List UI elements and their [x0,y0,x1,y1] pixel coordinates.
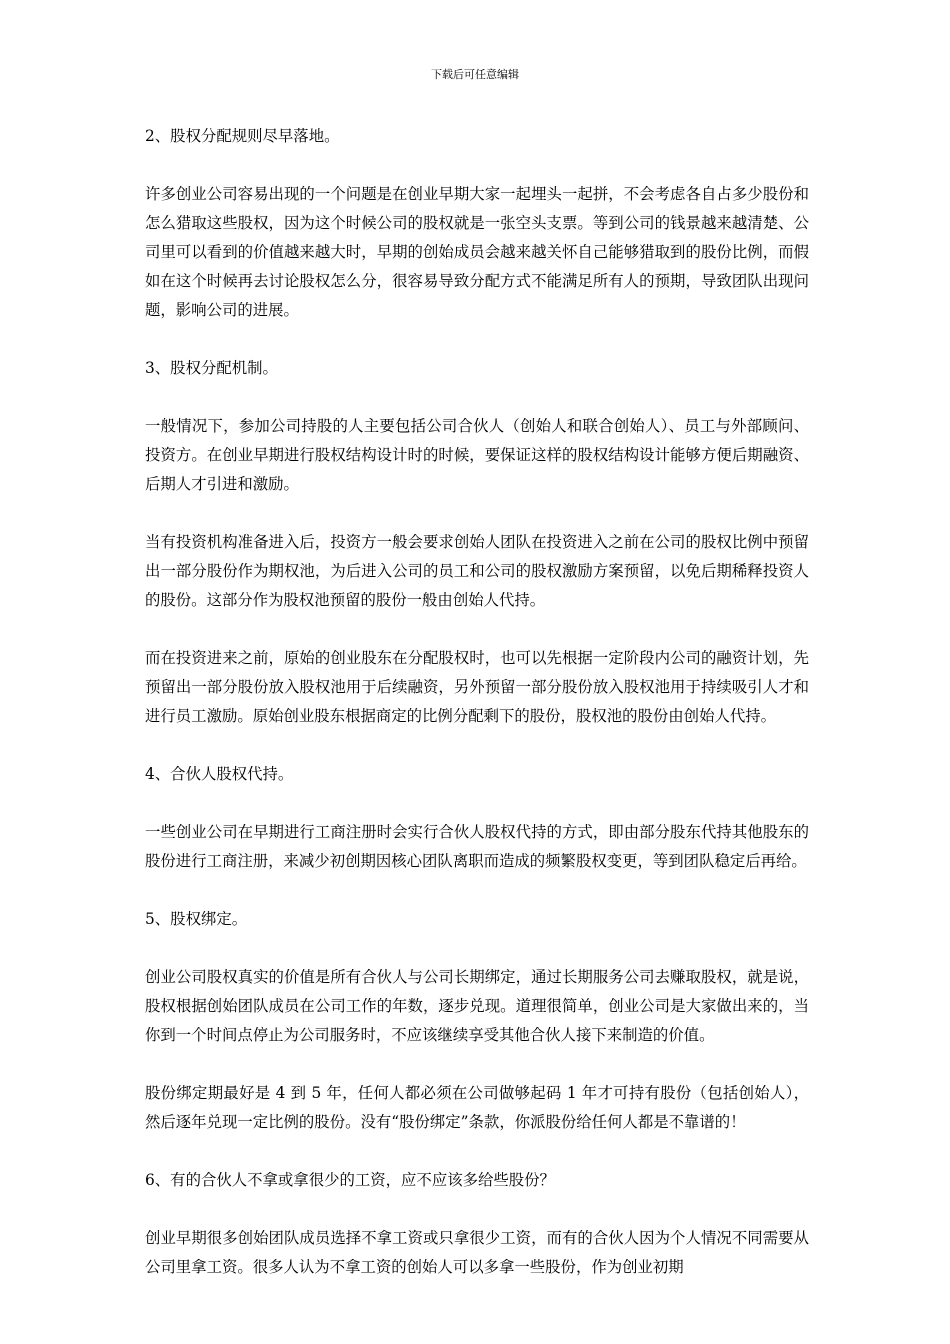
section-heading-3: 3、股权分配机制。 [145,359,278,377]
section-heading-5: 5、股权绑定。 [145,910,248,928]
section-heading-2: 2、股权分配规则尽早落地。 [145,127,340,145]
section-heading-6: 6、有的合伙人不拿或拿很少的工资，应不应该多给些股份？ [145,1171,555,1189]
paragraph: 而在投资进来之前，原始的创业股东在分配股权时，也可以先根据一定阶段内公司的融资计划，先预留出一部分股份放入股权池用于后续融资，另外预留一部分股份放入股权池用于持续吸引人才和进行员工激励。原始创业股东根据商定的比例分配剩下的股份，股权池的股份由创始人代持。 [145,649,809,725]
paragraph: 创业公司股权真实的价值是所有合伙人与公司长期绑定，通过长期服务公司去赚取股权，就是说，股权根据创始团队成员在公司工作的年数，逐步兑现。道理很简单，创业公司是大家做出来的，当你到一个时间点停止为公司服务时，不应该继续享受其他合伙人接下来制造的价值。 [145,968,809,1044]
paragraph: 一些创业公司在早期进行工商注册时会实行合伙人股权代持的方式，即由部分股东代持其他股东的股份进行工商注册，来减少初创期因核心团队离职而造成的频繁股权变更，等到团队稳定后再给。 [145,823,809,870]
paragraph: 一般情况下，参加公司持股的人主要包括公司合伙人（创始人和联合创始人）、员工与外部顾问、投资方。在创业早期进行股权结构设计时的时候，要保证这样的股权结构设计能够方便后期融资、后期人才引进和激励。 [145,417,809,493]
paragraph: 股份绑定期最好是 4 到 5 年，任何人都必须在公司做够起码 1 年才可持有股份（包括创始人），然后逐年兑现一定比例的股份。没有“股份绑定”条款，你派股份给任何人都是不靠谱的！ [145,1084,809,1131]
paragraph: 创业早期很多创始团队成员选择不拿工资或只拿很少工资，而有的合伙人因为个人情况不同需要从公司里拿工资。很多人认为不拿工资的创始人可以多拿一些股份，作为创业初期 [145,1229,809,1276]
paragraph: 许多创业公司容易出现的一个问题是在创业早期大家一起埋头一起拼，不会考虑各自占多少股份和怎么猎取这些股权，因为这个时候公司的股权就是一张空头支票。等到公司的钱景越来越清楚、公司里可以看到的价值越来越大时，早期的创始成员会越来越关怀自己能够猎取到的股份比例，而假如在这个时候再去讨论股权怎么分，很容易导致分配方式不能满足所有人的预期，导致团队出现问题，影响公司的进展。 [145,185,809,319]
page-header: 下载后可任意编辑 [431,68,519,81]
document-body [145,122,809,1282]
paragraph: 当有投资机构准备进入后，投资方一般会要求创始人团队在投资进入之前在公司的股权比例中预留出一部分股份作为期权池，为后进入公司的员工和公司的股权激励方案预留，以免后期稀释投资人的股份。这部分作为股权池预留的股份一般由创始人代持。 [145,533,809,609]
section-heading-4: 4、合伙人股权代持。 [145,765,294,783]
